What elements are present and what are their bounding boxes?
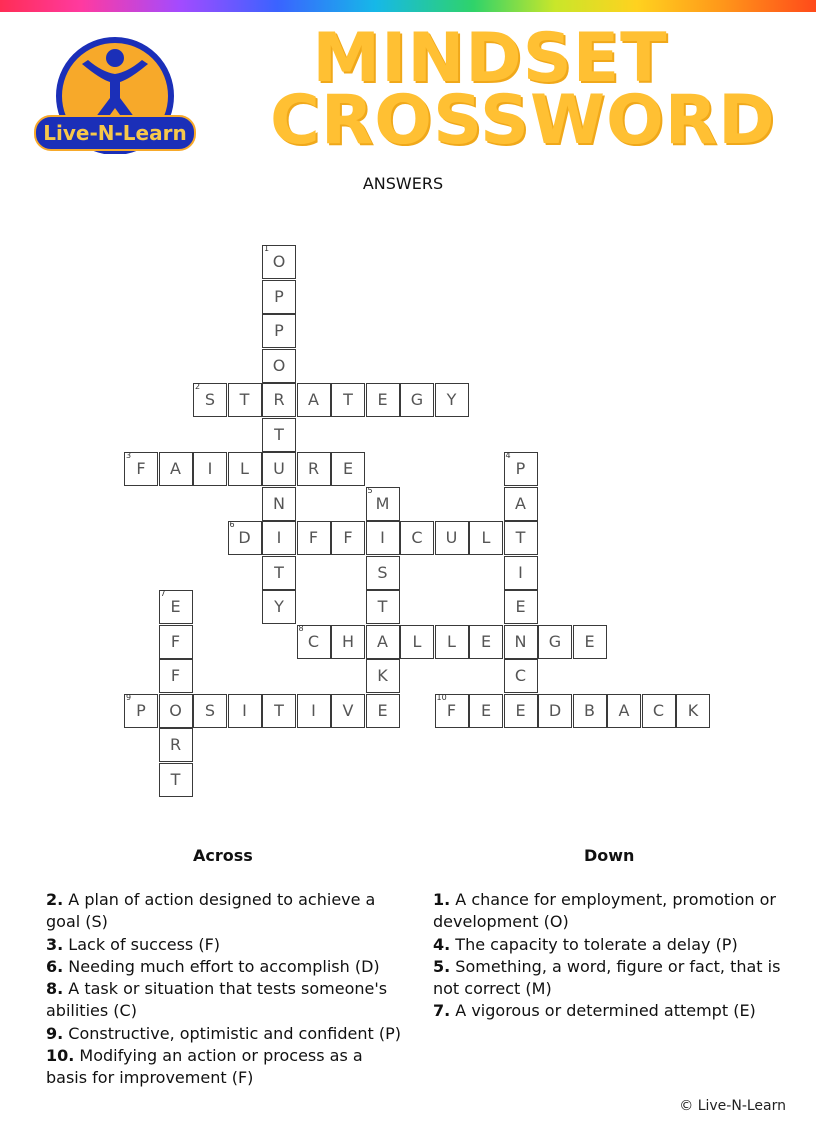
clue-number: 8	[298, 623, 304, 633]
cell-letter: B	[584, 700, 595, 720]
grid-cell	[676, 694, 710, 728]
grid-cell	[573, 625, 607, 659]
copyright: © Live-N-Learn	[679, 1098, 786, 1114]
grid-cell	[159, 694, 193, 728]
cell-letter: F	[170, 666, 181, 685]
clue-item-text: A vigorous or determined attempt (E)	[450, 1001, 756, 1021]
cell-letter: R	[169, 735, 182, 754]
cell-letter: C	[411, 528, 423, 547]
grid-cell	[331, 694, 365, 728]
grid-cell	[159, 763, 193, 797]
grid-cell	[538, 694, 572, 728]
live-n-learn-logo	[30, 34, 200, 154]
grid-cell	[538, 625, 572, 659]
grid-cell	[504, 659, 538, 693]
grid-cell	[435, 625, 469, 659]
grid-cell	[435, 383, 469, 417]
figure-head-icon	[106, 49, 124, 67]
rainbow-bar	[0, 0, 816, 12]
grid-cell	[124, 452, 158, 486]
cell-letter: T	[170, 769, 181, 789]
cell-letter: N	[514, 631, 527, 651]
cell-letter: S	[377, 562, 388, 582]
grid-cell	[262, 487, 296, 521]
grid-cell	[331, 625, 365, 659]
cell-letter: I	[207, 459, 213, 478]
cell-letter: E	[170, 597, 181, 616]
cell-letter: K	[377, 666, 388, 685]
grid-cell	[366, 659, 400, 693]
cell-letter: D	[548, 700, 562, 720]
grid-cell	[228, 694, 262, 728]
cell-letter: L	[481, 528, 491, 547]
grid-cell	[124, 694, 158, 728]
cell-letter: E	[515, 700, 526, 720]
grid-cell	[642, 694, 676, 728]
grid-cell	[262, 556, 296, 590]
clue-item-number: 2.	[46, 890, 64, 909]
clue-number: 4	[505, 451, 511, 460]
grid-cell	[159, 625, 193, 659]
grid-cell	[504, 694, 538, 728]
grid-cell	[366, 521, 400, 555]
cell-letter: E	[584, 631, 595, 651]
cell-letter: I	[242, 700, 247, 720]
grid-cell	[366, 694, 400, 728]
cell-letter: I	[276, 528, 282, 547]
grid-cell	[297, 625, 331, 659]
grid-cell	[366, 383, 400, 417]
grid-cell	[297, 521, 331, 555]
cell-letter: H	[341, 631, 355, 651]
cell-letter: E	[377, 390, 388, 409]
grid-cell	[262, 245, 296, 279]
cell-letter: E	[342, 459, 354, 478]
cell-letter: U	[445, 528, 458, 547]
grid-cell	[469, 625, 503, 659]
grid-cell	[504, 452, 538, 486]
clue-item-number: 3.	[46, 934, 64, 954]
clue-number: 2	[195, 382, 201, 391]
clue-item-text: Lack of success (F)	[63, 934, 221, 954]
cell-letter: U	[273, 459, 285, 478]
clue-number: 7	[160, 589, 166, 598]
cell-letter: F	[308, 528, 319, 547]
cell-letter: A	[618, 700, 630, 720]
clue-item	[46, 1045, 406, 1090]
cell-letter: F	[343, 528, 353, 547]
grid-cell	[297, 452, 331, 486]
grid-cell	[228, 452, 262, 486]
clue-item	[433, 934, 793, 956]
grid-cell	[262, 280, 296, 314]
grid-cell	[262, 694, 296, 728]
cell-letter: P	[136, 700, 146, 720]
cell-letter: R	[307, 459, 320, 478]
cell-letter: T	[274, 424, 284, 444]
clue-item-number: 7.	[433, 1001, 451, 1021]
clue-item	[46, 1023, 406, 1045]
grid-cell	[262, 314, 296, 348]
cell-letter: L	[240, 459, 249, 478]
grid-cell	[573, 694, 607, 728]
cell-letter: N	[273, 493, 285, 513]
grid-cell	[504, 590, 538, 624]
cell-letter: F	[136, 459, 146, 478]
cell-letter: O	[272, 252, 286, 271]
grid-cell	[366, 556, 400, 590]
cell-letter: E	[480, 631, 492, 651]
grid-cell	[262, 383, 296, 417]
grid-cell	[262, 418, 296, 452]
cell-letter: E	[377, 700, 388, 720]
grid-cell	[331, 521, 365, 555]
clue-item-text: A plan of action designed to achieve a goal (S)	[46, 890, 376, 932]
clue-item-number: 4.	[433, 934, 451, 954]
grid-cell	[262, 590, 296, 624]
cell-letter: A	[515, 493, 526, 513]
across-clue-list	[46, 889, 406, 1090]
grid-cell	[366, 487, 400, 521]
cell-letter: I	[518, 562, 523, 582]
grid-cell	[504, 556, 538, 590]
clue-item	[46, 956, 406, 978]
grid-cell	[193, 452, 227, 486]
title-line-2: CROSSWORD	[270, 81, 776, 160]
grid-cell	[193, 694, 227, 728]
clue-item-number: 6.	[46, 956, 64, 976]
grid-cell	[366, 625, 400, 659]
grid-cell	[469, 521, 503, 555]
cell-letter: L	[412, 631, 422, 651]
grid-cell	[366, 590, 400, 624]
subtitle: ANSWERS	[362, 174, 444, 193]
cell-letter: O	[169, 700, 182, 720]
clue-item-number: 1.	[433, 890, 451, 909]
cell-letter: I	[311, 700, 316, 720]
grid-cell	[607, 694, 641, 728]
clue-number: 9	[126, 692, 132, 702]
grid-cell	[228, 521, 262, 555]
clue-item	[433, 1000, 793, 1022]
svg-text:Live-N-Learn: Live-N-Learn	[43, 121, 187, 145]
grid-cell	[400, 625, 434, 659]
grid-cell	[159, 659, 193, 693]
clue-item-number: 5.	[433, 956, 451, 976]
clue-item-text: A chance for employment, promotion or development (O)	[433, 890, 776, 932]
grid-cell	[504, 625, 538, 659]
cell-letter: Y	[274, 597, 284, 616]
down-heading: Down	[584, 846, 635, 865]
clue-item	[46, 978, 406, 1023]
cell-letter: S	[204, 700, 216, 720]
clue-number: 1	[264, 244, 270, 253]
clue-item-text: Needing much effort to accomplish (D)	[63, 956, 380, 976]
cell-letter: P	[274, 321, 284, 340]
grid-cell	[331, 452, 365, 486]
grid-cell	[159, 590, 193, 624]
grid-cell	[504, 487, 538, 521]
clue-item	[46, 934, 406, 956]
cell-letter: F	[446, 700, 457, 720]
cell-letter: L	[447, 631, 456, 651]
grid-cell	[297, 694, 331, 728]
clue-number: 6	[229, 520, 235, 529]
grid-cell	[331, 383, 365, 417]
clue-item-number: 8.	[46, 979, 64, 999]
cell-letter: G	[410, 390, 424, 409]
cell-letter: E	[480, 700, 492, 720]
across-heading: Across	[193, 846, 253, 865]
cell-letter: R	[273, 390, 285, 409]
clue-item-text: A task or situation that tests someone's abilities (C)	[46, 979, 388, 1021]
clue-item	[46, 889, 406, 934]
grid-cell	[193, 383, 227, 417]
cell-letter: G	[548, 631, 562, 651]
clue-item-text: Constructive, optimistic and confident (P)	[63, 1023, 401, 1043]
grid-cell	[400, 383, 434, 417]
cell-letter: T	[239, 390, 250, 409]
cell-letter: S	[204, 390, 216, 409]
cell-letter: P	[515, 459, 526, 478]
clue-number: 5	[367, 485, 373, 495]
clue-item-text: Modifying an action or process as a basis for improvement (F)	[46, 1046, 363, 1088]
clue-number: 10	[436, 692, 447, 702]
grid-cell	[262, 349, 296, 383]
cell-letter: A	[170, 459, 181, 478]
cell-letter: M	[375, 493, 390, 513]
clue-item-text: Something, a word, figure or fact, that is not correct (M)	[433, 956, 781, 999]
cell-letter: E	[515, 597, 526, 616]
grid-cell	[504, 521, 538, 555]
cell-letter: I	[380, 528, 385, 547]
cell-letter: C	[307, 631, 320, 651]
cell-letter: T	[274, 700, 284, 720]
grid-cell	[435, 521, 469, 555]
grid-cell	[262, 452, 296, 486]
cell-letter: K	[687, 700, 699, 720]
clue-number: 3	[126, 451, 132, 460]
grid-cell	[435, 694, 469, 728]
cell-letter: A	[308, 390, 319, 409]
cell-letter: D	[238, 528, 251, 547]
grid-cell	[228, 383, 262, 417]
title-line-1: MINDSET	[312, 19, 668, 98]
cell-letter: Y	[446, 390, 457, 409]
down-clue-list	[433, 889, 793, 1023]
clue-item-number: 9.	[46, 1023, 64, 1043]
grid-cell	[400, 521, 434, 555]
grid-cell	[159, 452, 193, 486]
cell-letter: C	[514, 666, 527, 685]
page-title	[270, 19, 776, 160]
cell-letter: T	[515, 528, 526, 547]
grid-cell	[262, 521, 296, 555]
cell-letter: P	[274, 286, 284, 306]
clue-item-text: The capacity to tolerate a delay (P)	[450, 934, 738, 954]
clue-item	[433, 889, 793, 934]
cell-letter: C	[652, 700, 665, 720]
cell-letter: T	[343, 390, 353, 409]
clue-item	[433, 956, 793, 1001]
cell-letter: A	[377, 631, 388, 651]
clue-item-number: 10.	[46, 1046, 75, 1066]
cell-letter: V	[342, 700, 354, 720]
cell-letter: O	[272, 355, 286, 375]
cell-letter: T	[377, 597, 388, 616]
cell-letter: F	[170, 631, 181, 651]
cell-letter: T	[274, 562, 284, 582]
grid-cell	[297, 383, 331, 417]
grid-cell	[159, 728, 193, 762]
grid-cell	[469, 694, 503, 728]
